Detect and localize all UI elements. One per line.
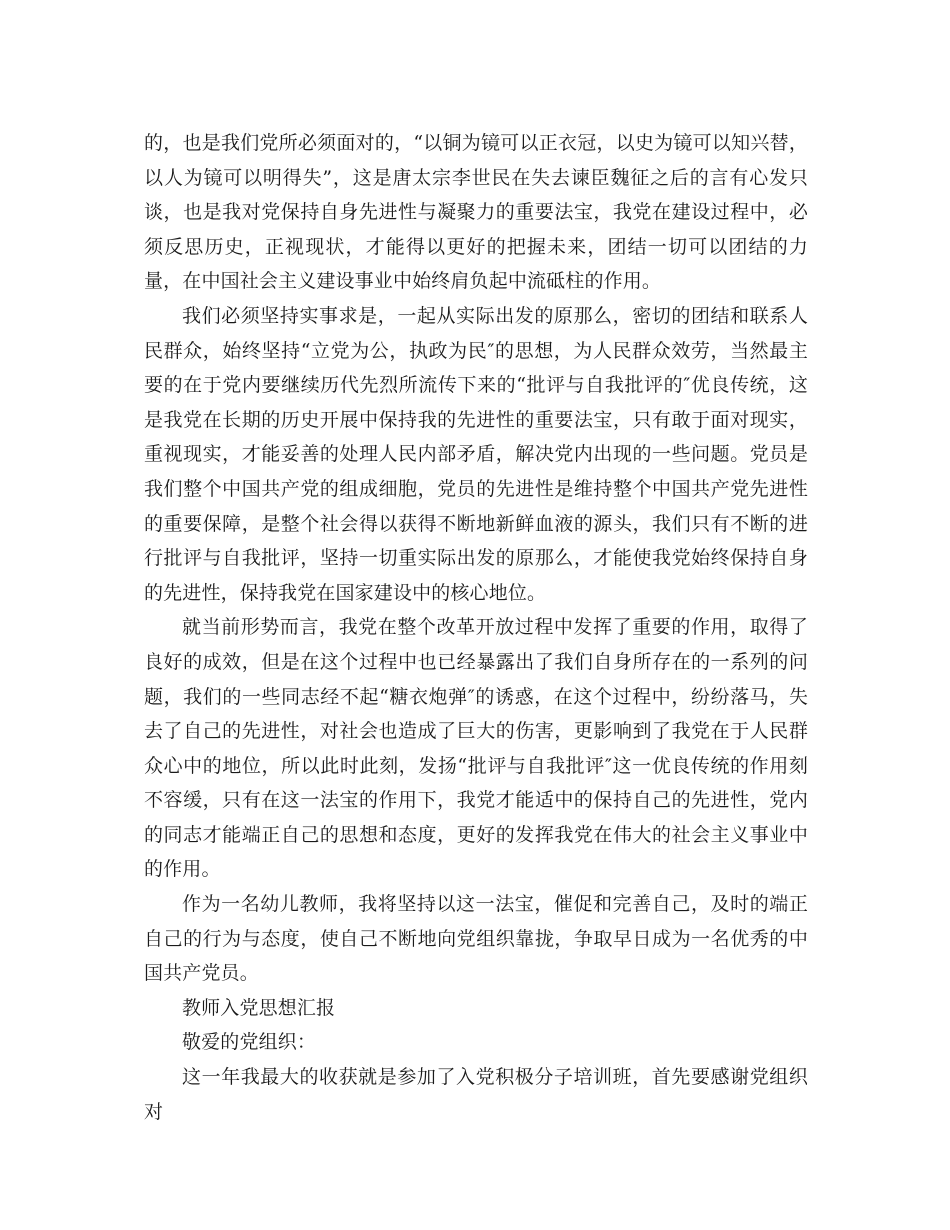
paragraph-5: 这一年我最大的收获就是参加了入党积极分子培训班，首先要感谢党组织对 (144, 1066, 808, 1123)
section-heading: 教师入党思想汇报 (182, 996, 336, 1019)
paragraph-2: 我们必须坚持实事求是，一起从实际出发的原那么，密切的团结和联系人民群众，始终坚持“立党为公，执政为民″的思想，为人民群众效劳，当然最主要的在于党内要继续历代先烈所流传下来的“批评与自我批评的″优良传统，这是我党在长期的历史开展中保持我的先进性的重要法宝，只有敢于面对现实，重视现实，才能妥善的处理人民内部矛盾，解决党内出现的一些问题。党员是我们整个中国共产党的组成细胞，党员的先进性是维持整个中国共产党先进性的重要保障，是整个社会得以获得不断地新鲜血液的源头，我们只有不断的进行批评与自我批评，坚持一切重实际出发的原那么，才能使我党始终保持自身的先进性，保持我党在国家建设中的核心地位。 (144, 304, 808, 604)
document-body (144, 126, 808, 1129)
paragraph-3: 就当前形势而言，我党在整个改革开放过程中发挥了重要的作用，取得了良好的成效，但是在这个过程中也已经暴露出了我们自身所存在的一系列的问题，我们的一些同志经不起“糖衣炮弹″的诱惑，在这个过程中，纷纷落马，失去了自己的先进性，对社会也造成了巨大的伤害，更影响到了我党在于人民群众心中的地位，所以此时此刻，发扬“批评与自我批评″这一优良传统的作用刻不容缓，只有在这一法宝的作用下，我党才能适中的保持自己的先进性，党内的同志才能端正自己的思想和态度，更好的发挥我党在伟大的社会主义事业中的作用。 (144, 616, 808, 881)
paragraph-4: 作为一名幼儿教师，我将坚持以这一法宝，催促和完善自己，及时的端正自己的行为与态度，使自己不断地向党组织靠拢，争取早日成为一名优秀的中国共产党员。 (144, 893, 808, 985)
salutation: 敬爱的党组织： (182, 1031, 317, 1054)
paragraph-1: 的，也是我们党所必须面对的，“以铜为镜可以正衣冠，以史为镜可以知兴替，以人为镜可以明得失”，这是唐太宗李世民在失去谏臣魏征之后的言有心发只谈，也是我对党保持自身先进性与凝聚力的重要法宝，我党在建设过程中，必须反思历史，正视现状，才能得以更好的把握未来，团结一切可以团结的力量，在中国社会主义建设事业中始终肩负起中流砥柱的作用。 (144, 132, 808, 293)
